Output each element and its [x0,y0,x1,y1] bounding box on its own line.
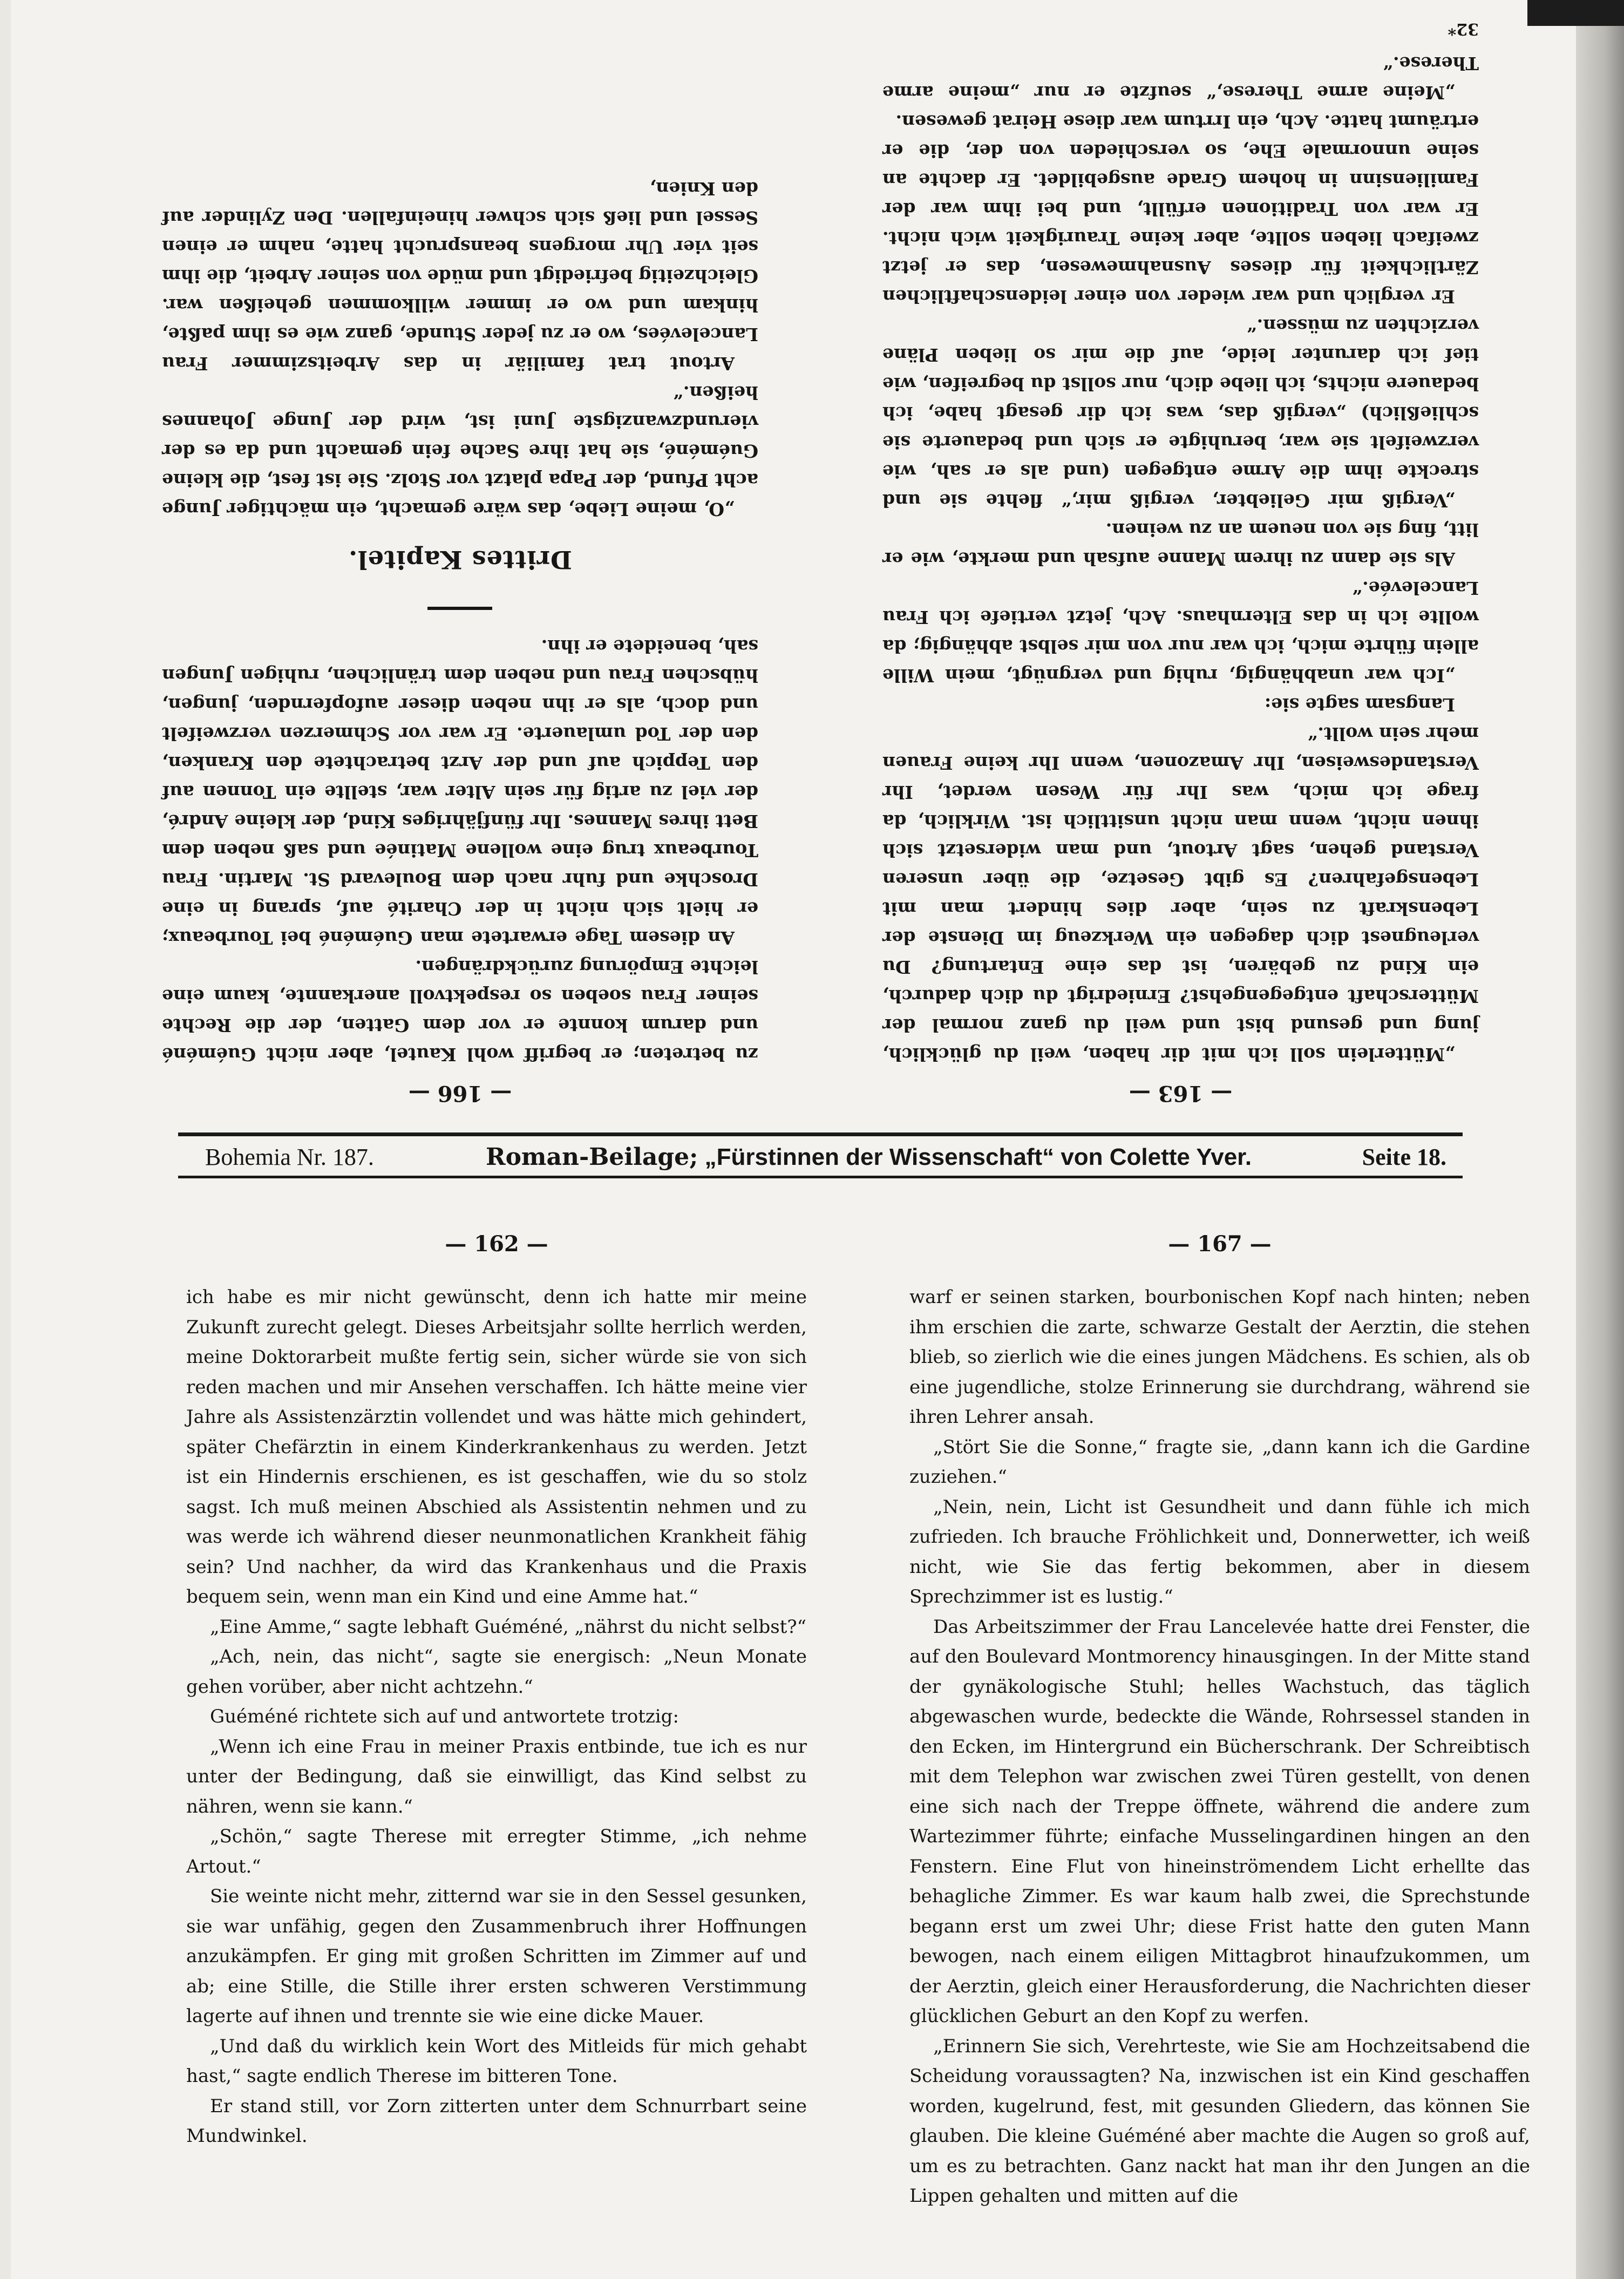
page-number: — 166 — [408,1081,512,1106]
section-divider [428,607,493,610]
paragraph: Er stand still, vor Zorn zitterten unter dem Schnurrbart seine Mundwinkel. [186,2095,807,2147]
paragraph: Das Arbeitszimmer der Frau Lancelevée hatte drei Fenster, die auf den Boulevard Montmorency hinausgingen. In der Mitte stand der gynäkologische Stuhl; helles Wachstuch, das täglich abgewaschen wurde, bedeckte die Wände, Rohrsessel standen in den Ecken, im Hintergrund ein Bücherschrank. Der Schreibtisch mit dem Telephon war zwischen zwei Türen gestellt, von denen eine sich nach der Treppe öffnete, während die andere zum Wartezimmer führte; einfache Musselingardinen hingen an den Fenstern. Eine Flut von hineinströmendem Licht erhellte das behagliche Zimmer. Es war kaum halb zwei, die Sprechstunde begann erst um zwei Uhr; diese Frist hatte den guten Mann bewogen, nach einem eiligen Mittagbrot hinaufzukommen, um der Aerztin, gleich einer Herausforderung, die Nachrichten dieser glücklichen Geburt an den Kopf zu werfen. [909,1616,1530,2027]
paragraph: „Erinnern Sie sich, Verehrteste, wie Sie am Hochzeitsabend die Scheidung voraussagten? Na, inzwischen ist ein Kind geschaffen worden, kugelrund, fest, mit gesunden Gliedern, das können Sie glauben. Die kleine Guéméné aber machte die Augen so groß auf, um es zu betrachten. Ganz nackt hat man ihr den Jungen an die Lippen gehalten und mitten auf die [909,2035,1530,2207]
paragraph: „Ich war unabhängig, ruhig und vergnügt, mein Wille allein führte mich, ich war nur von mir selbst abhängig; da wollte ich in das Elternhaus. Ach, jetzt vertiefe ich Frau Lancelevée.“ [882,578,1479,686]
paragraph: Artout trat familiär in das Arbeitszimmer Frau Lancelevées, wo er zu jeder Stunde, ganz wie es ihm paßte, hinkam und wo er immer willkommen geheißen war. Gleichzeitig befriedigt und müde von seiner Arbeit, die ihm seit vier Uhr morgens beansprucht hatte, nahm er einen Sessel und ließ sich schwer hineinfallen. Den Zylinder auf den Knien, [162,178,758,374]
page-166-column [162,174,758,1112]
header-rule-top [178,1132,1463,1136]
upside-down-section [162,19,1479,1112]
paragraph: „Ach, nein, das nicht“, sagte sie energisch: „Neun Monate gehen vorüber, aber nicht achtzehn.“ [186,1646,807,1698]
header-rule-bottom [178,1176,1463,1178]
page-edge-shadow [1576,0,1624,2279]
paragraph: Sie weinte nicht mehr, zitternd war sie in den Sessel gesunken, sie war unfähig, gegen den Zusammenbruch ihrer Hoffnungen anzukämpfen. Er ging mit großen Schritten im Zimmer auf und ab; eine Stille, die Stille ihrer ersten schweren Verstimmung lagerte auf ihnen und trennte sie wie eine dicke Mauer. [186,1885,807,2027]
scan-corner [1527,0,1624,26]
paragraph: „Meine arme Therese,“ seufzte er nur „meine arme Therese.“ [882,53,1479,103]
page-number: — 163 — [1129,1081,1233,1106]
paragraph: „Mütterlein soll ich mit dir haben, weil du glücklich, jung und gesund bist und weil du ganz normal der Mütterschaft entgegengehst? Erniedrigt du dich dadurch, ein Kind zu gebären, ist das eine Entartung? Du verleugnest dich dagegen ein Werkzeug im Dienste der Lebenskraft zu sein, aber dies hindert man mit Lebensgefahren? Es gibt Gesetze, die über unseren Verstand gehen, sagt Artout, und man widersetzt sich ihnen nicht, wenn man nicht unsittlich ist. Wirklich, da frage ich mich, was Ihr für Wesen werdet, Ihr Verstandesweisen, Ihr Amazonen, wenn Ihr keine Frauen mehr sein wollt.“ [882,723,1479,1065]
novel-title: „Fürstinnen der Wissenschaft“ von Colette Yver. [704,1144,1252,1170]
paragraph: „Stört Sie die Sonne,“ fragte sie, „dann kann ich die Gardine zuziehen.“ [909,1436,1530,1488]
paragraph: An diesem Tage erwartete man Guéméné bei Tourbeaux; er hielt sich nicht in der Charité auf, sprang in eine Droschke und fuhr nach dem Boulevard St. Martin. Frau Tourbeaux trug eine wollene Matinée und saß neben dem Bett ihres Mannes. Ihr fünfjähriges Kind, der kleine André, der viel zu artig für sein Alter war, stellte ein Tonnen auf den Teppich auf und der Arzt betrachtete den Kranken, den der Tod umlauerte. Er war vor Schmerzen verzweifelt und doch, als er ihn neben dieser aufopfernden, jungen, hübschen Frau und neben dem tränlichen, ruhigen Jungen sah, beneidete er ihn. [162,636,758,948]
page-163-column [882,14,1479,1112]
paragraph: Er verglich und war wieder von einer leidenschaftlichen Zärtlichkeit für dieses Ausnahmewesen, das er jetzt zweifach lieben sollte, aber keine Traurigkeit wich nicht. Er war von Traditionen erfüllt, und bei ihm war der Familiensinn in hohem Grade ausgebildet. Er dachte an seine unnormale Ehe, so verschieden von der, die er erträumt hatte. Ach, ein Irrtum war diese Heirat gewesen. [882,111,1479,307]
page-number: — 162 — [445,1231,548,1257]
supplement-label: Roman-Beilage; [486,1143,698,1171]
paragraph: warf er seinen starken, bourbonischen Kopf nach hinten; neben ihm erschien die zarte, schwarze Gestalt der Aerztin, die stehen blieb, so zierlich wie die eines jungen Mädchens. Es schien, als ob eine jugendliche, stolze Erinnerung sie durchdrang, während sie ihren Lehrer ansah. [909,1286,1530,1428]
page-162-column [186,1225,807,2152]
paragraph: Langsam sagte sie: [1264,694,1455,715]
paragraph: „O, meine Liebe, das wäre gemacht, ein mächtiger Junge acht Pfund, der Papa platzt vor Stolz. Sie ist fest, die kleine Guéméné, sie hat ihre Sache fein gemacht und da es der vierundzwanzigste Juni ist, wird der Junge Johannes heißen.“ [162,382,758,520]
signature-mark: 32* [1448,19,1479,38]
page-167-column [909,1225,1530,2212]
page-number: — 167 — [1168,1231,1272,1257]
paragraph: „Vergiß mir Geliebter, vergiß mir,“ flehte sie und streckte ihm die Arme entgegen (und als er sah, wie verzweifelt sie war, beruhigte er sich und bedauerte sie schließlich) „vergiß das, was ich dir gesagt habe, ich bedauere nichts, ich liebe dich, nur sollst du begreifen, wie tief ich darunter leide, auf die mir so lieben Pläne verzichten zu müssen.“ [882,315,1479,511]
paragraph: Als sie dann zu ihrem Manne aufsah und merkte, wie er litt, fing sie von neuem an zu weinen. [882,519,1479,569]
supplement-title [486,1143,1252,1171]
paragraph: „Eine Amme,“ sagte lebhaft Guéméné, „nährst du nicht selbst?“ [210,1616,806,1638]
paragraph: Guéméné richtete sich auf und antwortete trotzig: [210,1706,679,1727]
paragraph: „Schön,“ sagte Therese mit erregter Stimme, „ich nehme Artout.“ [186,1826,807,1877]
paragraph: „Nein, nein, Licht ist Gesundheit und dann fühle ich mich zufrieden. Ich brauche Fröhlichkeit und, Donnerwetter, ich weiß nicht, wie Sie das fertig bekommen, aber in diesem Sprechzimmer ist es lustig.“ [909,1496,1530,1607]
paragraph: „Wenn ich eine Frau in meiner Praxis entbinde, tue ich es nur unter der Bedingung, daß sie einwilligt, das Kind selbst zu nähren, wenn sie kann.“ [186,1735,807,1817]
chapter-title: Drittes Kapitel. [348,545,572,574]
page-header [178,1132,1463,1180]
page-label: Seite 18. [1362,1144,1446,1170]
journal-issue: Bohemia Nr. 187. [205,1144,374,1170]
paragraph: zu betreten; er begriff wohl Kautel, aber nicht Guéméné und darum konnte er vor dem Gatten, der die Rechte seiner Frau soeben so respektvoll anerkannte, kaum eine leichte Empörung zurückdrängen. [162,957,758,1065]
paragraph: „Und daß du wirklich kein Wort des Mitleids für mich gehabt hast,“ sagte endlich Therese im bitteren Tone. [186,2035,807,2087]
paragraph: ich habe es mir nicht gewünscht, denn ich hatte mir meine Zukunft zurecht gelegt. Dieses Arbeitsjahr sollte herrlich werden, meine Doktorarbeit mußte fertig sein, sicher würde sie von sich reden machen und mir Ansehen verschaffen. Ich hätte meine vier Jahre als Assistenzärztin vollendet und was hätte mich gehindert, später Chefärztin in einem Kinderkrankenhaus zu werden. Jetzt ist ein Hindernis erschienen, es ist geschaffen, wie du so stolz sagst. Ich muß meinen Abschied als Assistentin nehmen und zu was werde ich während dieser neunmonatlichen Krankheit fähig sein? Und nachher, da wird das Krankenhaus und die Praxis bequem sein, wenn man ein Kind und eine Amme hat.“ [186,1286,807,1607]
